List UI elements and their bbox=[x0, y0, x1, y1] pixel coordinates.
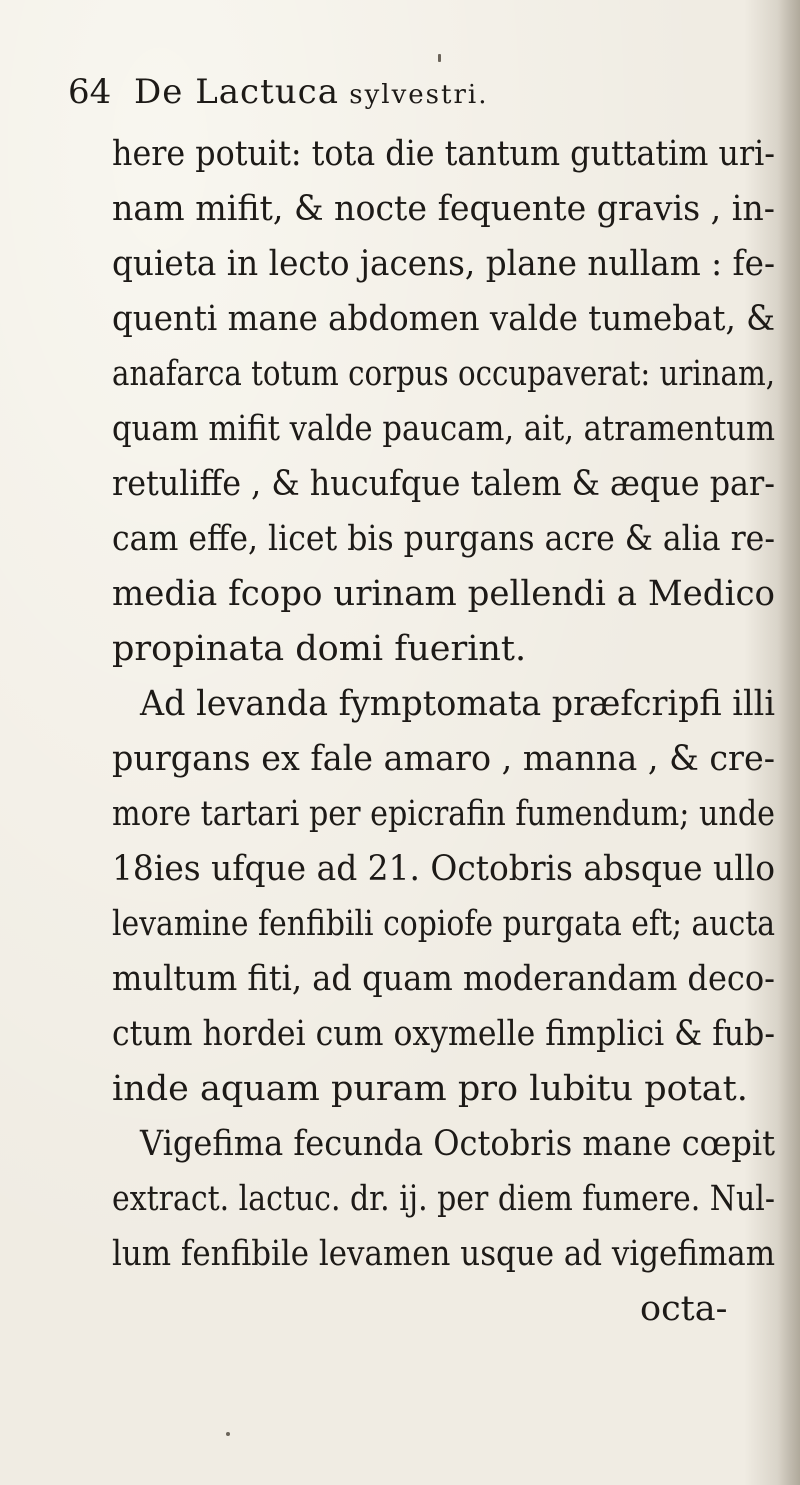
text-line: inde aquam puram pro lubitu potat. bbox=[112, 1069, 748, 1109]
page-number: 64 bbox=[68, 72, 112, 112]
text-line: Vigefima fecunda Octobris mane cœpit bbox=[140, 1124, 776, 1164]
text-line: here potuit: tota die tantum guttatim uri- bbox=[112, 134, 776, 174]
text-line: quieta in lecto jacens, plane nullam : fe- bbox=[112, 244, 776, 284]
text-line: purgans ex fale amaro , manna , & cre- bbox=[112, 739, 776, 779]
text-line: Ad levanda fymptomata præfcripfi illi bbox=[140, 684, 775, 724]
catchword: octa- bbox=[640, 1289, 728, 1329]
text-line: lum fenfibile levamen usque ad vigefimam bbox=[112, 1234, 776, 1274]
text-line: ctum hordei cum oxymelle fimplici & fub- bbox=[112, 1014, 775, 1054]
text-line: quam mifit valde paucam, ait, atramentum bbox=[112, 409, 776, 449]
title-suffix: sylvestri. bbox=[338, 80, 489, 110]
text-line: cam effe, licet bis purgans acre & alia re- bbox=[112, 519, 775, 559]
ink-speck bbox=[226, 1432, 230, 1436]
text-line: propinata domi fuerint. bbox=[112, 629, 527, 669]
text-line: more tartari per epicrafin fumendum; unde bbox=[112, 794, 776, 834]
text-line: levamine fenfibili copiofe purgata eft; aucta bbox=[112, 904, 776, 944]
text-line: nam mifit, & nocte fequente gravis , in- bbox=[112, 189, 776, 229]
text-line: media fcopo urinam pellendi a Medico bbox=[112, 574, 775, 614]
text-line: multum fiti, ad quam moderandam deco- bbox=[112, 959, 775, 999]
text-line: 18ies ufque ad 21. Octobris absque ullo bbox=[112, 849, 776, 889]
ink-speck bbox=[438, 54, 441, 62]
title-word: Lactuca bbox=[195, 72, 339, 112]
text-line: retuliffe , & hucufque talem & æque par- bbox=[112, 464, 775, 504]
text-line: anafarca totum corpus occupaverat: urinam, bbox=[112, 354, 776, 394]
text-line: extract. lactuc. dr. ij. per diem fumere. Nul- bbox=[112, 1179, 775, 1219]
text-line: quenti mane abdomen valde tumebat, & bbox=[112, 299, 776, 339]
title-prefix: De bbox=[134, 72, 196, 112]
